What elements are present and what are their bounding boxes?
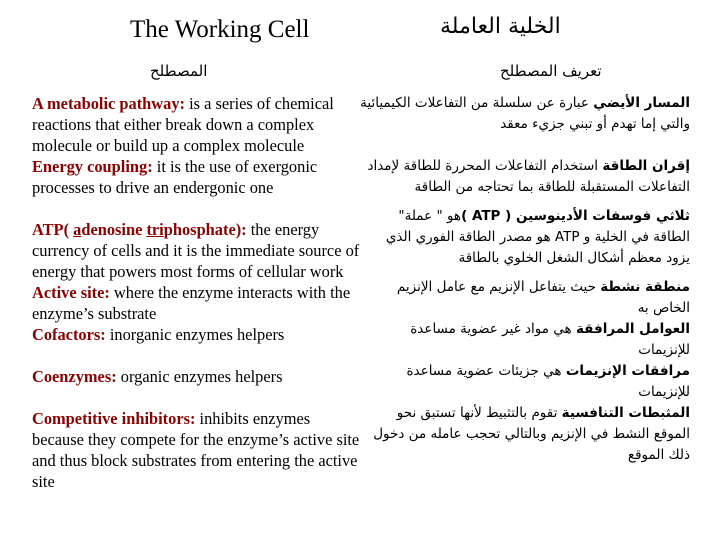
- entry-atp: [32, 219, 362, 282]
- ar-term-definition: هي مواد غير عضوية مساعدة للإنزيمات: [410, 321, 690, 358]
- column-header-term: المصطلح: [150, 62, 208, 80]
- entry-energy-coupling: [32, 156, 362, 198]
- entry-competitive-inhibitors: [32, 408, 362, 492]
- ar-term-definition: حيث يتفاعل الإنزيم مع عامل الإنزيم الخاص به: [396, 279, 690, 316]
- term-definition: it is the use of exergonic processes to drive an endergonic one: [32, 157, 318, 197]
- term-label: Coenzymes:: [32, 367, 117, 386]
- term-definition: inhibits enzymes because they compete for the enzyme’s active site and thus block substrates from entering the active site: [32, 409, 360, 491]
- ar-term-label: المثبطات التنافسية: [561, 405, 690, 421]
- ar-term-label: المسار الأيضي: [593, 95, 690, 111]
- term-label: Competitive inhibitors:: [32, 409, 196, 428]
- entry-active-site: [32, 282, 362, 324]
- ar-entry-competitive-inhibitors: [360, 403, 690, 466]
- term-definition: inorganic enzymes helpers: [105, 325, 285, 344]
- column-header-definition: تعريف المصطلح: [500, 62, 602, 80]
- term-label: ATP( adenosine triphosphate):: [32, 220, 247, 239]
- ar-term-label: العوامل المرافقة: [575, 321, 690, 337]
- ar-entry-cofactors: [360, 319, 690, 361]
- term-definition: where the enzyme interacts with the enzyme’s substrate: [32, 283, 351, 323]
- ar-term-label: مرافقات الإنزيمات: [565, 363, 690, 379]
- term-label: A metabolic pathway:: [32, 94, 185, 113]
- ar-entry-energy-coupling: [360, 156, 690, 198]
- page-title-en: The Working Cell: [130, 16, 310, 43]
- arabic-definitions: [360, 93, 690, 466]
- page-title-ar: الخلية العاملة: [440, 14, 561, 39]
- term-label: Cofactors:: [32, 325, 106, 344]
- ar-term-label: منطقة نشطة: [600, 279, 690, 295]
- term-label: Active site:: [32, 283, 110, 302]
- entry-cofactors: [32, 324, 362, 345]
- ar-term-label: إقران الطاقة: [602, 158, 690, 174]
- ar-term-label: ثلاثي فوسفات الأدينوسين ( ATP ): [461, 208, 690, 224]
- term-definition: the energy currency of cells and it is the immediate source of energy that powers most forms of cellular work: [32, 220, 360, 281]
- ar-term-definition: استخدام التفاعلات المحررة للطاقة لإمداد التفاعلات المستقبلة للطاقة بما تحتاجه من الطاقة: [367, 158, 690, 195]
- entry-metabolic-pathway: [32, 93, 362, 156]
- ar-term-definition: عبارة عن سلسلة من التفاعلات الكيميائية والتي إما تهدم أو تبني جزيء معقد: [360, 95, 690, 132]
- ar-term-definition: هي جزيئات عضوية مساعدة للإنزيمات: [406, 363, 690, 400]
- term-label: Energy coupling:: [32, 157, 153, 176]
- ar-entry-active-site: [360, 277, 690, 319]
- term-definition: organic enzymes helpers: [116, 367, 283, 386]
- ar-term-definition: هو " عملة" الطاقة في الخلية و ATP هو مصدر الطاقة الفوري الذي يزود معظم أشكال الشغل الخلوي بالطاقة: [385, 208, 690, 266]
- entry-coenzymes: [32, 366, 362, 387]
- ar-entry-atp: [360, 206, 690, 269]
- ar-entry-metabolic-pathway: [360, 93, 690, 135]
- ar-term-definition: تقوم بالتثبيط لأنها تستبق نحو الموقع النشط في الإنزيم وبالتالي تحجب عامله من دخول ذلك الموقع: [373, 405, 690, 463]
- english-definitions: [32, 93, 362, 492]
- term-definition: is a series of chemical reactions that either break down a complex molecule or build up a complex molecule: [32, 94, 334, 155]
- ar-entry-coenzymes: [360, 361, 690, 403]
